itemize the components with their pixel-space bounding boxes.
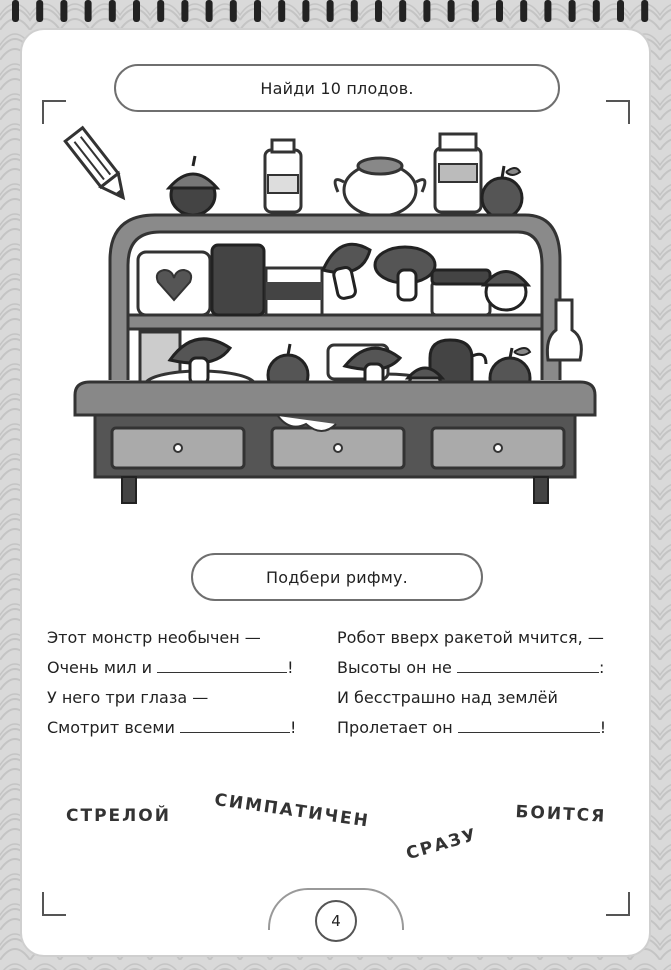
binding-ring (60, 0, 67, 22)
binding-ring (423, 0, 430, 22)
binding-ring (157, 0, 164, 22)
poem-text: Смотрит всеми (47, 718, 175, 737)
binding-ring (206, 0, 213, 22)
binding-ring (617, 0, 624, 22)
poem-right-line-1: Робот вверх ракетой мчится, — (337, 628, 604, 647)
binding-ring (85, 0, 92, 22)
task-title-rhyme: Подбери рифму. (191, 553, 483, 601)
poem-punct: ! (599, 718, 607, 737)
poem-right-line-2 (337, 654, 604, 682)
binding-ring (327, 0, 334, 22)
binding-ring (181, 0, 188, 22)
poem-left-line-4 (47, 714, 296, 742)
binding-ring (278, 0, 285, 22)
task-title-find-fruits: Найди 10 плодов. (114, 64, 560, 112)
binding-ring (593, 0, 600, 22)
poem-text: Очень мил и (47, 658, 153, 677)
spiral-binding (0, 0, 671, 28)
answer-blank[interactable] (458, 716, 600, 733)
page-number: 4 (315, 900, 357, 942)
binding-ring (36, 0, 43, 22)
binding-ring (133, 0, 140, 22)
poem-right-line-4 (337, 714, 606, 742)
acorn-top (169, 156, 217, 215)
poem-text: Высоты он не (337, 658, 452, 677)
binding-ring (375, 0, 382, 22)
poem-punct: ! (287, 658, 294, 677)
pencil-icon (65, 128, 132, 205)
cupboard-illustration (40, 120, 630, 520)
binding-ring (641, 0, 648, 22)
answer-word-simpatichen[interactable]: СИМПАТИЧЕН (213, 790, 371, 832)
sugar-bowl-top (335, 158, 425, 216)
frame-corner-bottom-right (606, 892, 630, 916)
bottle-top (265, 140, 301, 212)
binding-ring (496, 0, 503, 22)
poem-left-line-3: У него три глаза — (47, 688, 209, 707)
binding-ring (302, 0, 309, 22)
poem-text: Пролетает он (337, 718, 453, 737)
answer-word-srazu[interactable]: СРАЗУ (404, 824, 480, 865)
poem-left-line-2 (47, 654, 294, 682)
poem-left-line-1: Этот монстр необычен — (47, 628, 261, 647)
binding-ring (254, 0, 261, 22)
binding-ring (399, 0, 406, 22)
binding-ring (448, 0, 455, 22)
binding-ring (544, 0, 551, 22)
binding-ring (569, 0, 576, 22)
answer-blank[interactable] (180, 716, 290, 733)
binding-ring (12, 0, 19, 22)
heart-tin (138, 252, 210, 315)
binding-ring (230, 0, 237, 22)
jar-top (435, 134, 481, 212)
binding-ring (520, 0, 527, 22)
answer-blank[interactable] (457, 656, 599, 673)
poem-punct: : (598, 658, 605, 677)
binding-ring (351, 0, 358, 22)
poem-punct: ! (289, 718, 297, 737)
poem-right-line-3: И бесстрашно над землёй (337, 688, 558, 707)
apple-top (482, 166, 522, 218)
binding-ring (472, 0, 479, 22)
binding-ring (109, 0, 116, 22)
answer-word-boitsya[interactable]: БОИТСЯ (514, 802, 607, 827)
answer-word-strelou[interactable]: СТРЕЛОЙ (66, 806, 171, 826)
answer-blank[interactable] (157, 656, 287, 673)
frame-corner-bottom-left (42, 892, 66, 916)
acorn-upper (484, 272, 528, 311)
